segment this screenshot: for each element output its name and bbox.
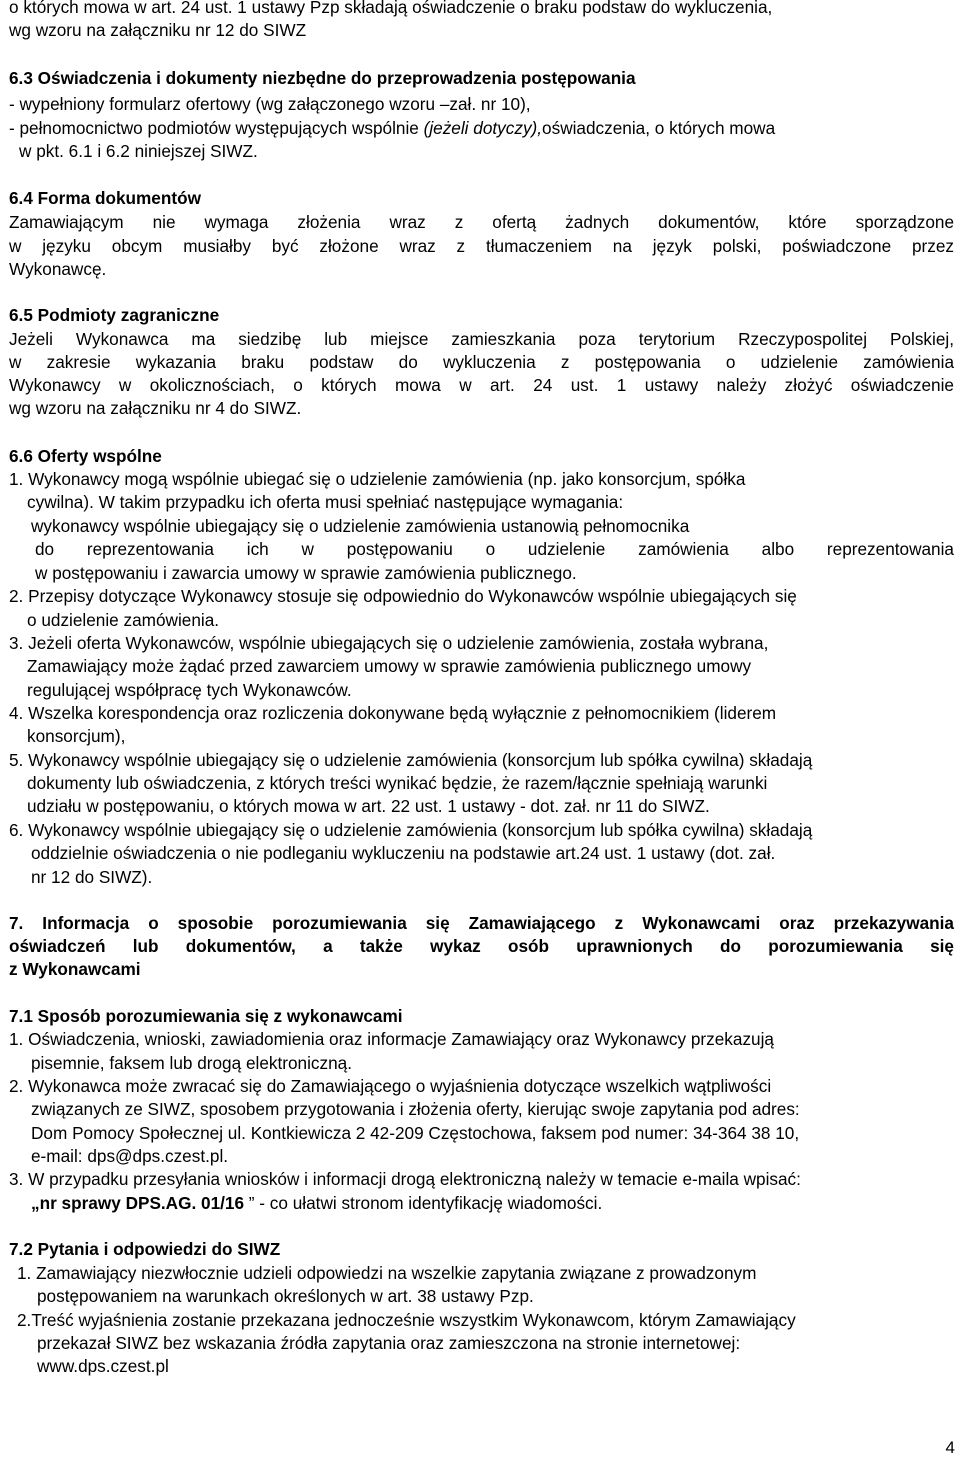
section-heading-7: 7. Informacja o sposobie porozumiewania się Zamawiającego z Wykonawcami oraz przekazywania <box>9 913 954 933</box>
text-line: Dom Pomocy Społecznej ul. Kontkiewicza 2 42-209 Częstochowa, faksem pod numer: 34-364 38 10, <box>31 1123 800 1143</box>
text-line: w zakresie wykazania braku podstaw do wykluczenia z postępowania o udzielenie zamówienia <box>9 352 954 372</box>
list-item: 2.Treść wyjaśnienia zostanie przekazana jednocześnie wszystkim Wykonawcom, którym Zamawiający <box>17 1310 796 1330</box>
section-heading-7: oświadczeń lub dokumentów, a także wykaz osób uprawnionych do porozumiewania się <box>9 936 954 956</box>
list-item: 6. Wykonawcy wspólnie ubiegający się o udzielenie zamówienia (konsorcjum lub spółka cywilna) składają <box>9 820 813 840</box>
text-line: związanych ze SIWZ, sposobem przygotowania i złożenia oferty, kierując swoje zapytania pod adres: <box>31 1099 800 1119</box>
list-item: 1. Oświadczenia, wnioski, zawiadomienia oraz informacje Zamawiający oraz Wykonawcy przekazują <box>9 1029 774 1049</box>
text-line: dokumenty lub oświadczenia, z których treści wynikać będzie, że razem/łącznie spełniają warunki <box>27 773 768 793</box>
text-line: wykonawcy wspólnie ubiegający się o udzielenie zamówienia ustanowią pełnomocnika <box>31 516 690 536</box>
section-heading-7: z Wykonawcami <box>9 959 141 979</box>
list-item: 3. Jeżeli oferta Wykonawców, wspólnie ubiegających się o udzielenie zamówienia, została wybrana, <box>9 633 769 653</box>
text-line: przekazał SIWZ bez wskazania źródła zapytania oraz zamieszczona na stronie internetowej: <box>37 1333 741 1353</box>
text-line: Wykonawcy w okolicznościach, o których mowa w art. 24 ust. 1 ustawy należy złożyć oświadczenie <box>9 375 954 395</box>
section-heading-7-1: 7.1 Sposób porozumiewania się z wykonawcami <box>9 1006 403 1026</box>
italic-span: (jeżeli dotyczy), <box>423 118 543 138</box>
list-item: 4. Wszelka korespondencja oraz rozliczenia dokonywane będą wyłącznie z pełnomocnikiem (liderem <box>9 703 777 723</box>
bold-span: „nr sprawy DPS.AG. 01/16 <box>31 1193 245 1213</box>
text-line: nr 12 do SIWZ). <box>31 867 153 887</box>
section-heading-6-5: 6.5 Podmioty zagraniczne <box>9 305 220 325</box>
text-line <box>31 1192 602 1214</box>
text-line: w postępowaniu i zawarcia umowy w sprawie zamówienia publicznego. <box>35 563 577 583</box>
list-item: 5. Wykonawcy wspólnie ubiegający się o udzielenie zamówienia (konsorcjum lub spółka cywilna) składają <box>9 750 813 770</box>
text-line: wg wzoru na załączniku nr 4 do SIWZ. <box>9 398 302 418</box>
text-line: konsorcjum), <box>27 726 126 746</box>
text-line: e-mail: dps@dps.czest.pl. <box>31 1146 229 1166</box>
text-line: wg wzoru na załączniku nr 12 do SIWZ <box>9 20 307 40</box>
text-line: oddzielnie oświadczenia o nie podleganiu wykluczeniu na podstawie art.24 ust. 1 ustawy (dot. zał. <box>31 843 776 863</box>
text-line: w pkt. 6.1 i 6.2 niniejszej SIWZ. <box>19 141 258 161</box>
section-heading-6-4: 6.4 Forma dokumentów <box>9 188 201 208</box>
text-span: - pełnomocnictwo podmiotów występujących wspólnie <box>9 118 424 138</box>
section-heading-6-3: 6.3 Oświadczenia i dokumenty niezbędne do przeprowadzenia postępowania <box>9 68 636 88</box>
list-item: 2. Przepisy dotyczące Wykonawcy stosuje się odpowiednio do Wykonawców wspólnie ubiegających się <box>9 586 797 606</box>
section-heading-6-6: 6.6 Oferty wspólne <box>9 446 162 466</box>
text-span: oświadczenia, o których mowa <box>542 118 776 138</box>
page-number: 4 <box>945 1438 955 1457</box>
text-line: cywilna). W takim przypadku ich oferta musi spełniać następujące wymagania: <box>27 492 624 512</box>
list-item: 1. Wykonawcy mogą wspólnie ubiegać się o udzielenie zamówienia (np. jako konsorcjum, spółka <box>9 469 746 489</box>
text-line: Zamawiającym nie wymaga złożenia wraz z ofertą żadnych dokumentów, które sporządzone <box>9 212 954 232</box>
text-line: Jeżeli Wykonawca ma siedzibę lub miejsce zamieszkania poza terytorium Rzeczypospolitej Polskiej, <box>9 329 954 349</box>
list-item: 3. W przypadku przesyłania wniosków i informacji drogą elektroniczną należy w temacie e-maila wpisać: <box>9 1169 801 1189</box>
text-line: postępowaniem na warunkach określonych w art. 38 ustawy Pzp. <box>37 1286 534 1306</box>
text-line: www.dps.czest.pl <box>37 1356 169 1376</box>
text-span: ” - co ułatwi stronom identyfikację wiadomości. <box>244 1193 603 1213</box>
text-line: Zamawiający może żądać przed zawarciem umowy w sprawie zamówienia publicznego umowy <box>27 656 752 676</box>
list-item: 1. Zamawiający niezwłocznie udzieli odpowiedzi na wszelkie zapytania związane z prowadzonym <box>17 1263 757 1283</box>
text-line: o udzielenie zamówienia. <box>27 610 220 630</box>
text-line: - wypełniony formularz ofertowy (wg załączonego wzoru –zał. nr 10), <box>9 94 531 114</box>
text-line <box>9 117 775 139</box>
text-line: Wykonawcę. <box>9 259 107 279</box>
text-line: do reprezentowania ich w postępowaniu o udzielenie zamówienia albo reprezentowania <box>35 539 954 559</box>
list-item: 2. Wykonawca może zwracać się do Zamawiającego o wyjaśnienia dotyczące wszelkich wątpliwości <box>9 1076 772 1096</box>
text-line: o których mowa w art. 24 ust. 1 ustawy Pzp składają oświadczenie o braku podstaw do wykluczenia, <box>9 0 773 17</box>
text-line: regulującej współpracę tych Wykonawców. <box>27 680 352 700</box>
text-line: pisemnie, faksem lub drogą elektroniczną. <box>31 1053 352 1073</box>
text-line: udziału w postępowaniu, o których mowa w art. 22 ust. 1 ustawy - dot. zał. nr 11 do SIWZ. <box>27 796 710 816</box>
text-line: w języku obcym musiałby być złożone wraz z tłumaczeniem na język polski, poświadczone przez <box>9 236 954 256</box>
section-heading-7-2: 7.2 Pytania i odpowiedzi do SIWZ <box>9 1239 281 1259</box>
